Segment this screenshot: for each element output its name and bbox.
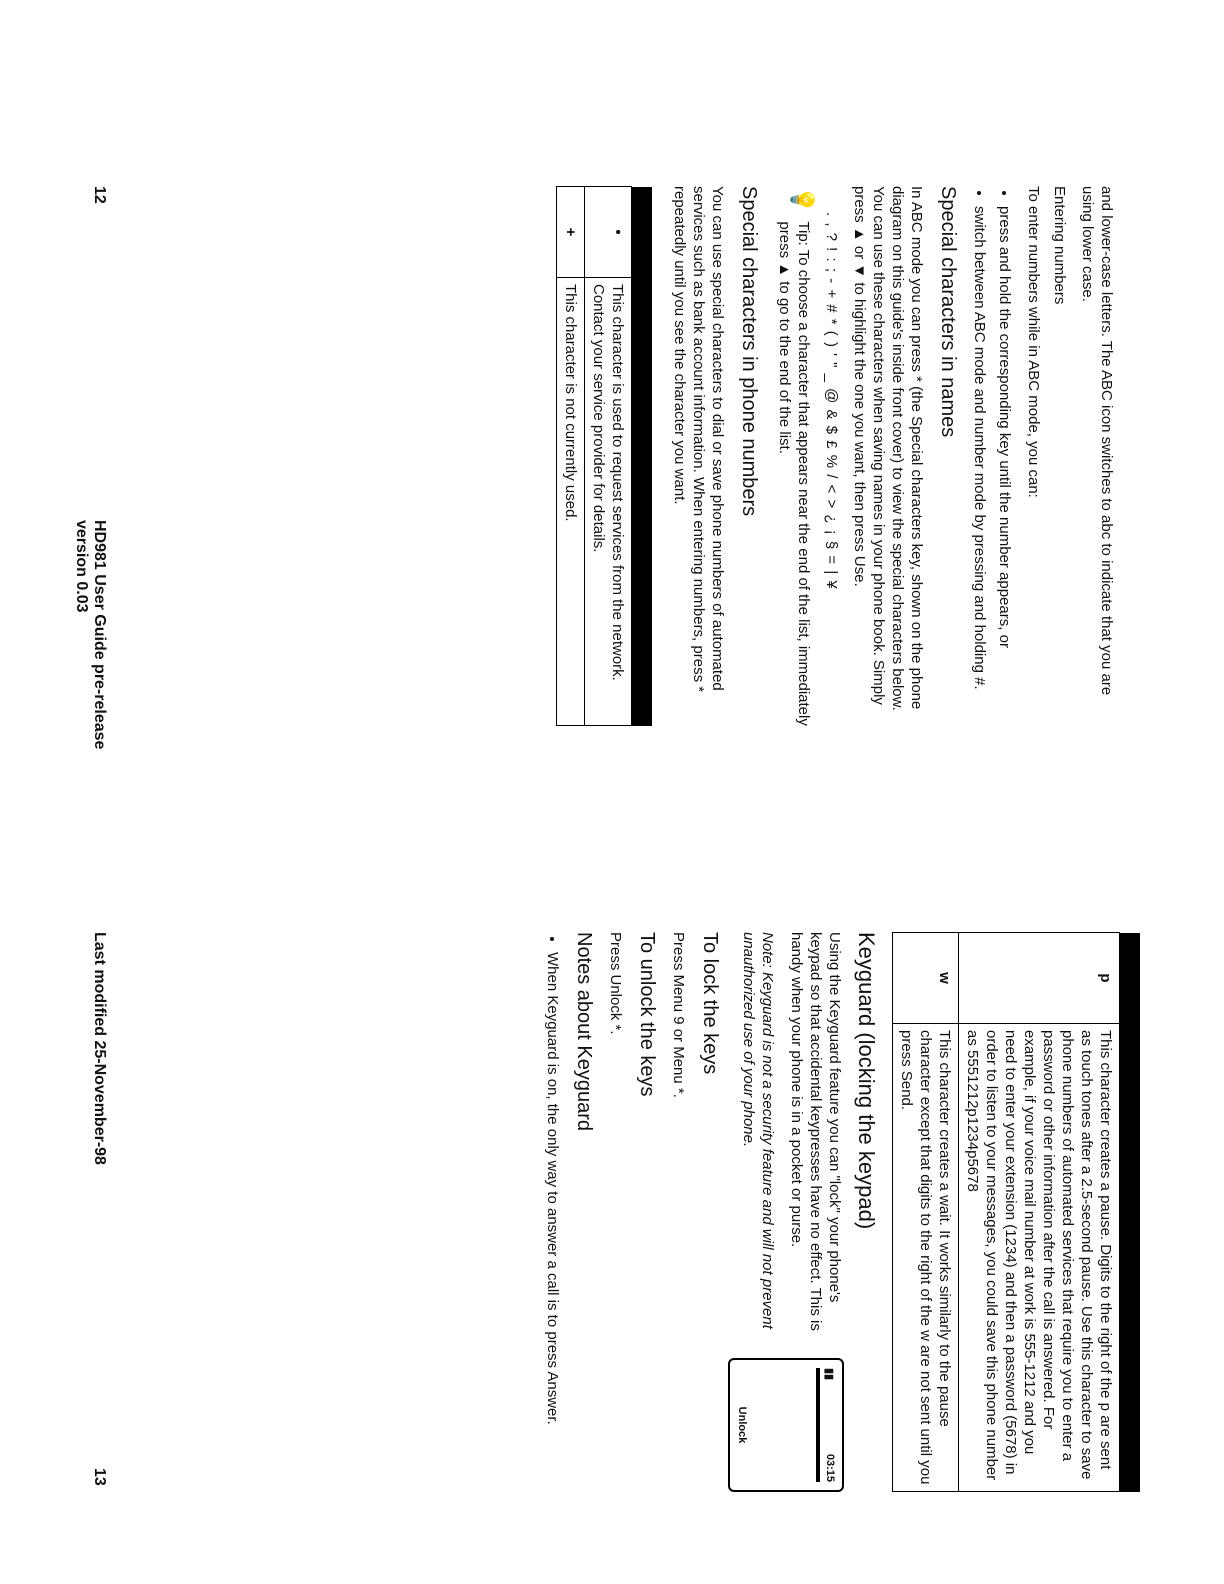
notes-list [543, 932, 562, 1492]
list-item: • press and hold the corresponding key until the number appears, or [995, 206, 1014, 726]
page-number-right: 13 [91, 1468, 108, 1486]
page-13 [0, 792, 1224, 1584]
page-number-left: 12 [91, 186, 108, 204]
footer-date: Last modified 25-November-98 [91, 932, 108, 1165]
table-description: This character is used to request services from the network. Contact your service provider for details. [585, 278, 632, 726]
special-names-heading: Special characters in names [937, 186, 959, 438]
signal-icon: ▮▮ [823, 1368, 835, 1381]
special-characters-table-continued [892, 932, 1140, 1492]
table-row [585, 187, 632, 726]
phone-display-illustration [728, 1358, 844, 1492]
special-numbers-heading: Special characters in phone numbers [738, 186, 760, 517]
page-13-body [533, 932, 1140, 1492]
display-time: 03:15 [824, 1453, 836, 1482]
table-description: This character creates a wait. It works similarly to the pause character except that digits to the right of the w are not sent until you press Send. [893, 1024, 959, 1492]
keyguard-heading: Keyguard (locking the keypad) [854, 932, 879, 1230]
special-numbers-body: You can use special characters to dial or save phone numbers of automated services such as bank account information. When entering numbers, press * repeatedly until you see the character you want. [671, 186, 726, 693]
table-description: This character is not currently used. [557, 278, 585, 726]
tip-text: Tip: To choose a character that appears near the end of the list, immediately press ▲ to go to the end of the list. [776, 221, 812, 726]
table-description: This character creates a pause. Digits to the right of the p are sent as touch tones after a 2.5-second pause. Use this character to save phone numbers of automated services that require you to enter a password or other information after the call is answered. For example, if your voice mail number at work is 555-1212 and you need to enter your extension (1234) and then a password (5678) in order to listen to your messages, you could save this phone number as 5551212p1234p5678 [959, 1024, 1120, 1492]
unlock-body: Press Unlock *. [607, 932, 624, 1035]
page-12-body [556, 186, 1116, 726]
table-row [893, 933, 959, 1492]
lock-heading: To lock the keys [699, 932, 721, 1075]
special-characters-list: . , ? ! : ; - + # * ( ) ' " _ @ & $ £ % / < > ¿ ¡ § = | ¥ [823, 212, 840, 590]
table-row [959, 933, 1120, 1492]
notes-heading: Notes about Keyguard [573, 932, 595, 1132]
keyguard-note: Note: Keyguard is not a security feature and will not prevent unauthorized use of your phone. [740, 932, 776, 1329]
footer-title: HD981 User Guide pre-release version 0.03 [73, 520, 108, 750]
table-symbol: p [959, 933, 1120, 1024]
list-item: • When Keyguard is on, the only way to answer a call is to press Answer. [543, 952, 562, 1492]
lightbulb-icon: 💡 [790, 186, 815, 214]
special-names-body: In ABC mode you can press * (the Special characters key, shown on the phone diagram on this guide's inside front cover) to view the special characters below. You can use these characters when saving names in your phone book. Simply press ▲ or ▼ to highlight the one you want, then press Use. [851, 186, 925, 711]
unlock-heading: To unlock the keys [636, 932, 658, 1097]
table-header-bar [1120, 933, 1141, 1492]
table-symbol: • [585, 187, 632, 278]
table-symbol: + [557, 187, 585, 278]
keyguard-body: Using the Keyguard feature you can "lock" your phone's keypad so that accidental keypresses have no effect. This is handy when your phone is in a pocket or purse. [788, 932, 843, 1331]
lock-body: Press Menu 9 or Menu *. [670, 932, 687, 1098]
table-header-bar [632, 187, 653, 726]
entering-numbers-heading: Entering numbers [1051, 186, 1068, 305]
list-item: • switch between ABC mode and number mode by pressing and holding #. [970, 206, 989, 726]
display-softkey: Unlock [736, 1406, 748, 1444]
table-row [557, 187, 585, 726]
display-bar [816, 1368, 820, 1482]
entering-numbers-list [970, 186, 1014, 726]
intro-text: and lower-case letters. The ABC icon switches to abc to indicate that you are using lower case. [1079, 186, 1115, 696]
special-characters-table [556, 186, 652, 726]
tip-box [775, 186, 813, 726]
table-symbol: w [893, 933, 959, 1024]
entering-numbers-lead: To enter numbers while in ABC mode, you can: [1025, 186, 1042, 498]
